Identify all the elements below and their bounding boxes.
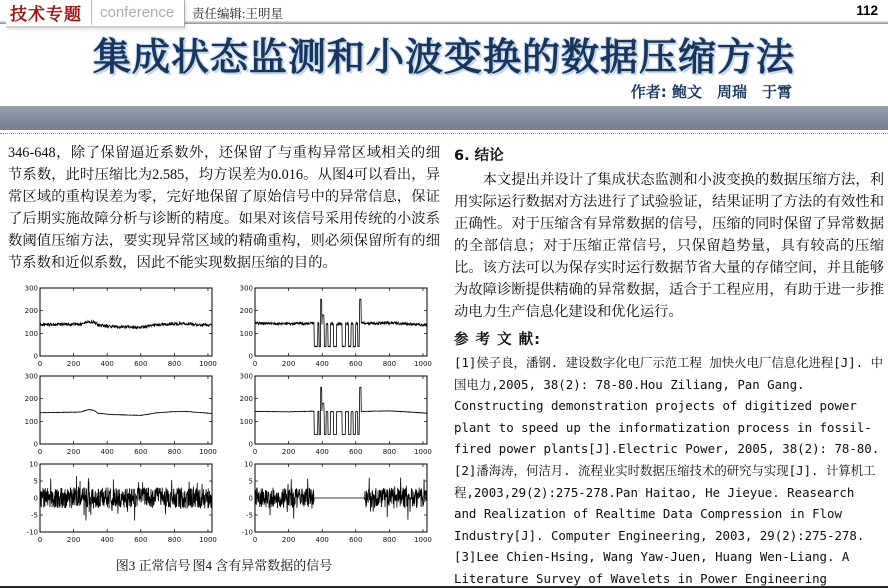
svg-text:200: 200 <box>239 307 253 316</box>
svg-text:1000: 1000 <box>199 536 217 544</box>
svg-text:300: 300 <box>24 284 38 293</box>
svg-text:100: 100 <box>239 417 253 426</box>
svg-text:800: 800 <box>382 448 397 456</box>
svg-text:400: 400 <box>100 536 114 544</box>
svg-text:200: 200 <box>66 360 81 368</box>
svg-text:200: 200 <box>24 307 38 316</box>
svg-text:600: 600 <box>134 360 148 368</box>
svg-text:0: 0 <box>33 440 38 449</box>
svg-text:300: 300 <box>24 372 38 381</box>
figure-grid <box>8 283 440 547</box>
svg-text:0: 0 <box>252 360 258 368</box>
svg-text:0: 0 <box>33 352 38 361</box>
svg-text:200: 200 <box>281 448 296 456</box>
article-title: 集成状态监测和小波变换的数据压缩方法 <box>92 35 795 79</box>
svg-text:1000: 1000 <box>414 536 432 544</box>
svg-text:0: 0 <box>33 494 38 503</box>
svg-text:1000: 1000 <box>414 360 432 368</box>
chart-fig4-original-signal <box>228 283 434 371</box>
caption-fig3: 图3 正常信号 <box>115 558 191 573</box>
divider-band <box>0 106 888 130</box>
topic-badge-subtitle: conference <box>100 3 175 21</box>
svg-text:600: 600 <box>349 536 363 544</box>
reference-item-2: [2]潘海涛，何洁月. 流程业实时数据压缩技术的研究与实现[J]. 计算机工程,2003,29(2):275-278.Pan Haitao, He Jieyue. Reasearch and Realization of Realtime Data Compression in Flow Industry[J]. Computer Engineering, 2003, 29(2):275-278. <box>454 462 876 543</box>
chart-fig4-reconstructed-signal <box>228 371 434 459</box>
svg-text:10: 10 <box>29 460 38 469</box>
svg-text:200: 200 <box>281 360 296 368</box>
svg-text:400: 400 <box>315 360 329 368</box>
svg-text:600: 600 <box>134 536 148 544</box>
chart-fig3-error <box>13 459 219 547</box>
chart-fig3-reconstructed-trend <box>13 371 219 459</box>
svg-text:100: 100 <box>24 417 38 426</box>
topic-badge <box>6 0 185 28</box>
svg-text:0: 0 <box>37 448 43 456</box>
content-columns <box>0 138 888 588</box>
svg-text:0: 0 <box>248 352 253 361</box>
right-column <box>454 142 884 588</box>
svg-text:800: 800 <box>382 536 397 544</box>
svg-text:200: 200 <box>281 536 296 544</box>
svg-text:800: 800 <box>167 536 182 544</box>
left-column <box>8 142 440 588</box>
topic-badge-title: 技术专题 <box>10 0 92 25</box>
page-number: 112 <box>856 3 878 18</box>
references-heading: 参 考 文 献: <box>454 332 541 348</box>
left-paragraph: 346-648，除了保留逼近系数外，还保留了与重构异常区域相关的细节系数，此时压缩比为2.585，均方误差为0.016。从图4可以看出，异常区域的重构误差为零，完好地保留了原始信号中的异常信息，保证了后期实施故障分析与诊断的精度。如果对该信号采用传统的小波系数阈值压缩方法，要实现异常区域的精确重构，则必须保留所有的细节系数和近似系数，因此不能实现数据压缩的目的。 <box>8 145 440 271</box>
page-header <box>0 0 888 29</box>
svg-text:1000: 1000 <box>199 448 217 456</box>
svg-text:300: 300 <box>239 372 253 381</box>
svg-text:200: 200 <box>239 395 253 404</box>
svg-text:0: 0 <box>252 448 258 456</box>
chart-fig3-original-signal <box>13 283 219 371</box>
chart-fig4-error <box>228 459 434 547</box>
svg-text:-10: -10 <box>26 528 38 537</box>
svg-text:600: 600 <box>349 360 363 368</box>
svg-text:5: 5 <box>33 477 38 486</box>
svg-text:-10: -10 <box>241 528 253 537</box>
conclusion-paragraph: 本文提出并设计了集成状态监测和小波变换的数据压缩方法，利用实际运行数据对方法进行了试验验证，结果证明了方法的有效性和正确性。对于压缩含有异常数据的信号，压缩的同时保留了异常数据的全部信息；对于压缩正常信号，只保留趋势量，具有较高的压缩比。该方法可以为保存实时运行数据节省大量的存储空间，并且能够为故障诊断提供精确的异常数据，适合于工程应用，有助于进一步推动电力生产信息化建设和优化运行。 <box>454 172 884 320</box>
svg-text:0: 0 <box>37 360 43 368</box>
svg-text:5: 5 <box>248 477 253 486</box>
svg-text:0: 0 <box>252 536 258 544</box>
svg-text:300: 300 <box>239 284 253 293</box>
svg-text:-5: -5 <box>246 511 253 520</box>
svg-text:0: 0 <box>248 494 253 503</box>
svg-text:1000: 1000 <box>199 360 217 368</box>
svg-text:100: 100 <box>24 329 38 338</box>
svg-text:200: 200 <box>66 448 81 456</box>
svg-text:200: 200 <box>24 395 38 404</box>
svg-text:100: 100 <box>239 329 253 338</box>
svg-text:800: 800 <box>382 360 397 368</box>
svg-text:-5: -5 <box>31 511 38 520</box>
svg-text:600: 600 <box>349 448 363 456</box>
authors-line: 作者: 鲍文 周瑞 于霄 <box>630 83 792 101</box>
figure-caption <box>8 555 440 574</box>
svg-text:800: 800 <box>167 448 182 456</box>
section-heading: 6. 结论 <box>454 148 504 164</box>
svg-text:0: 0 <box>248 440 253 449</box>
editor-label: 责任编辑:王明星 <box>192 7 283 21</box>
svg-text:10: 10 <box>244 460 253 469</box>
svg-text:400: 400 <box>100 360 114 368</box>
svg-text:800: 800 <box>167 360 182 368</box>
svg-text:0: 0 <box>37 536 43 544</box>
dotted-rule <box>0 130 888 134</box>
reference-item-1: [1]侯子良，潘钢. 建设数字化电厂示范工程 加快火电厂信息化进程[J]. 中国电力,2005, 38(2): 78-80.Hou Ziliang, Pan Gang. Constructing demonstration projects of digitized power plant to speed up the informatization process in fossil-fired power plants[J].Electric Power, 2005, 38(2): 78-80. <box>454 355 883 457</box>
caption-fig4: 图4 含有异常数据的信号 <box>192 558 333 573</box>
svg-text:600: 600 <box>134 448 148 456</box>
svg-text:1000: 1000 <box>414 448 432 456</box>
reference-item-3: [3]Lee Chien-Hsing, Wang Yaw-Juen, Huang Wen-Liang. A Literature Survey of Wavelets in Power Engineering <box>454 549 850 586</box>
svg-text:400: 400 <box>100 448 114 456</box>
svg-text:400: 400 <box>315 448 329 456</box>
svg-text:400: 400 <box>315 536 329 544</box>
svg-text:200: 200 <box>66 536 81 544</box>
